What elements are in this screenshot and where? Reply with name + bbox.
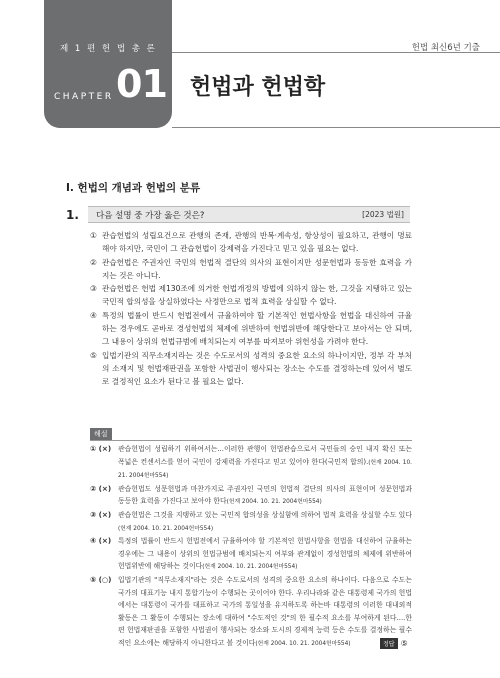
question-prompt-box bbox=[88, 206, 410, 223]
explanation-item bbox=[90, 574, 412, 651]
choice-mark: ⑤ bbox=[90, 350, 97, 360]
explanation-text: 관습헌법은 그것을 지탱하고 있는 국민적 합의성을 상실함에 의하여 법적 효력을 상실할 수도 있다 bbox=[118, 510, 412, 519]
explanation-mark: ④ (×) bbox=[90, 536, 112, 546]
answer-label: 정답 bbox=[380, 638, 398, 649]
part-label: 제 1 편 헌 법 총 론 bbox=[60, 44, 157, 54]
explanation-ref: (헌재 2004. 10. 21. 2004헌마554) bbox=[118, 525, 214, 532]
choice-mark: ④ bbox=[90, 310, 97, 320]
explanation-label: 해설 bbox=[90, 428, 112, 440]
choice-list bbox=[90, 229, 412, 389]
answer-value: ⑤ bbox=[400, 639, 408, 648]
choice-mark: ② bbox=[90, 257, 97, 267]
choice-text: 입법기관의 직무소재지라는 것은 수도로서의 성격의 중요한 요소의 하나이지만, 정부 각 부처의 소재지 및 헌법재판권을 포함한 사법권이 행사되는 장소는 수도를 결정하는데 있어서 별도로 결정적인 요소가 된다고 볼 필요는 없다. bbox=[102, 350, 412, 387]
explanation-body bbox=[118, 574, 412, 651]
explanation-text: 관습헌법이 성립하기 위하여서는...이러한 관행이 헌법관습으로서 국민들의 승인 내지 확신 또는 폭넓은 컨센서스를 얻어 국민이 강제력을 가진다고 믿고 있어야 한다(국민적 합의). bbox=[118, 445, 412, 466]
explanation-ref: (헌재 2004. 10. 21. 2004헌마554) bbox=[255, 640, 351, 647]
choice-item bbox=[90, 349, 412, 389]
explanation-mark: ③ (×) bbox=[90, 509, 112, 519]
explanation-text: 특정의 법률이 반드시 헌법전에서 규율하여야 할 기본적인 헌법사항을 헌법을 대신하여 규율하는 경우에는 그 내용이 상위의 헌법규범에 배치되는지 여부와 관계없이 경성헌법의 체제에 위반하여 헌법위반에 해당하는 것이다 bbox=[118, 537, 412, 571]
choice-text: 관습헌법의 성립요건으로 관행의 존재, 관행의 반복·계속성, 항상성이 필요하고, 관행이 명료해야 하지만, 국민이 그 관습헌법이 강제력을 가진다고 믿고 있을 필요는 없다. bbox=[102, 231, 412, 254]
explanation-ref: (헌재 2004. 10. 21. 2004헌마554) bbox=[118, 459, 413, 480]
section-title: Ⅰ. 헌법의 개념과 헌법의 분류 bbox=[66, 182, 201, 194]
explanation-body bbox=[118, 509, 412, 535]
question-source: [2023 법원] bbox=[362, 210, 404, 219]
choice-item bbox=[90, 229, 412, 256]
chapter-word: CHAPTER bbox=[54, 92, 114, 102]
explanation-text: 입법기관의 "직무소재지"라는 것은 수도로서의 성격의 중요한 요소의 하나이다. 다음으로 수도는 국가의 대표기능 내지 통합기능이 수행되는 곳이어야 한다. 우리나라와 같은 대통령제 국가의 헌법에서는 대통령이 국가를 대표하고 국가의 통일성을 유지하도록 하는바 대통령의 이러한 대내외적 활동은 그 활동이 수행되는 장소에 대하여 "수도적인 것"의 한 필수적 요소를 부여하게 된다....한편 헌법재판권을 포함한 사법권이 행사되는 장소와 도시의 경제적 능력 등은 수도를 결정하는 필수적인 요소에는 해당하지 아니한다고 볼 것이다 bbox=[118, 575, 412, 647]
question-number: 1. bbox=[66, 208, 79, 222]
explanation-mark: ② (×) bbox=[90, 483, 112, 493]
chapter-number: 01 bbox=[116, 62, 167, 106]
explanation-mark: ⑤ (○) bbox=[90, 574, 112, 584]
choice-text: 관습헌법은 헌법 제130조에 의거한 헌법개정의 방법에 의하지 않는 한, 그것을 지탱하고 있는 국민적 합의성을 상실하였다는 사정만으로 법적 효력을 상실할 수 없다. bbox=[102, 284, 412, 307]
choice-item bbox=[90, 282, 412, 309]
explanation-mark: ① (×) bbox=[90, 444, 112, 453]
explanation-body bbox=[118, 483, 412, 509]
running-head: 헌법 최신6년 기출 bbox=[411, 43, 480, 53]
answer bbox=[380, 638, 408, 649]
choice-text: 특정의 법률이 반드시 헌법전에서 규율하여야 할 기본적인 헌법사항을 헌법을 대신하여 규율하는 경우에도 곧바로 경성헌법의 체제에 위반하여 헌법위반에 해당한다고 보아서는 안 되며, 그 내용이 상위의 헌법규범에 배치되는지 여부를 따져보아 위헌성을 가려야 한다. bbox=[102, 310, 412, 347]
explanation-item bbox=[90, 443, 412, 483]
explanation-body bbox=[118, 535, 412, 574]
explanation-ref: (헌재 2004. 10. 21. 2004헌마554) bbox=[226, 499, 322, 506]
choice-mark: ③ bbox=[90, 284, 97, 294]
choice-mark: ① bbox=[90, 231, 97, 240]
explanation-item bbox=[90, 535, 412, 574]
explanation-ref: (헌재 2004. 10. 21. 2004헌마554) bbox=[202, 564, 298, 571]
explanation-rule bbox=[90, 440, 412, 441]
explanation-item bbox=[90, 509, 412, 535]
explanation-item bbox=[90, 483, 412, 509]
explanation-body bbox=[118, 443, 412, 483]
explanation-text: 관습헌법도 성문헌법과 마찬가지로 주권자인 국민의 헌법적 결단의 의사의 표현이며 성문헌법과 동등한 효력을 가진다고 보아야 한다 bbox=[118, 484, 412, 506]
choice-text: 관습헌법은 주권자인 국민의 헌법적 결단의 의사의 표현이지만 성문헌법과 동등한 효력을 가지는 것은 아니다. bbox=[102, 257, 412, 280]
question-prompt: 다음 설명 중 가장 옳은 것은? bbox=[96, 211, 205, 221]
header-rule-bottom bbox=[172, 127, 500, 128]
choice-item bbox=[90, 309, 412, 349]
chapter-title: 헌법과 헌법학 bbox=[190, 75, 326, 100]
choice-item bbox=[90, 256, 412, 283]
explanation-list bbox=[90, 443, 412, 651]
